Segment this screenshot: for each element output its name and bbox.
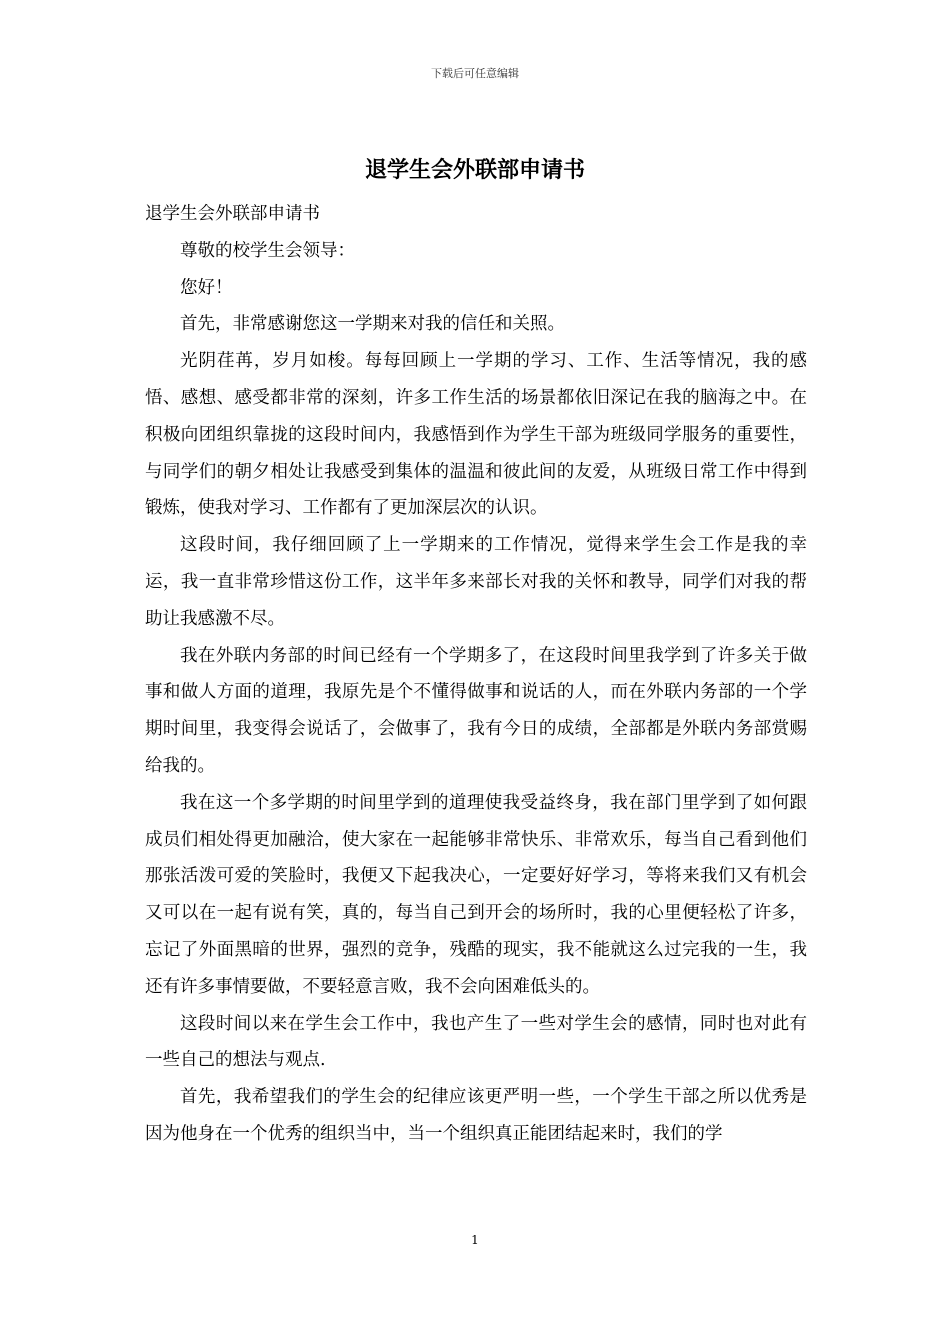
paragraph: 首先，非常感谢您这一学期来对我的信任和关照。: [180, 314, 565, 335]
paragraph: 我在外联内务部的时间已经有一个学期多了，在这段时间里我学到了许多关于做事和做人方面的道理，我原先是个不懂得做事和说话的人，而在外联内务部的一个学期时间里，我变得会说话了，会做事了，我有今日的成绩，全部都是外联内务部赏赐给我的。: [145, 645, 807, 776]
paragraph-subtitle: 退学生会外联部申请书: [145, 204, 320, 224]
page-header-note: 下载后可任意编辑: [431, 67, 519, 80]
paragraph: 光阴荏苒，岁月如梭。每每回顾上一学期的学习、工作、生活等情况，我的感悟、感想、感受都非常的深刻，许多工作生活的场景都依旧深记在我的脑海之中。在积极向团组织靠拢的这段时间内，我感悟到作为学生干部为班级同学服务的重要性，与同学们的朝夕相处让我感受到集体的温温和彼此间的友爱，从班级日常工作中得到锻炼，使我对学习、工作都有了更加深层次的认识。: [145, 351, 807, 519]
page-number: 1: [471, 1233, 479, 1247]
document-title: 退学生会外联部申请书: [364, 158, 585, 183]
paragraph-salutation: 尊敬的校学生会领导：: [180, 240, 355, 261]
paragraph: 首先，我希望我们的学生会的纪律应该更严明一些，一个学生干部之所以优秀是因为他身在一个优秀的组织当中，当一个组织真正能团结起来时，我们的学: [145, 1087, 807, 1144]
document-body: [145, 196, 807, 1153]
paragraph: 这段时间以来在学生会工作中，我也产生了一些对学生会的感情，同时也对此有一些自己的想法与观点.: [145, 1013, 807, 1071]
paragraph: 这段时间，我仔细回顾了上一学期来的工作情况，觉得来学生会工作是我的幸运，我一直非常珍惜这份工作，这半年多来部长对我的关怀和教导，同学们对我的帮助让我感激不尽。: [145, 535, 807, 629]
paragraph-greeting: 您好！: [180, 277, 233, 298]
paragraph: 我在这一个多学期的时间里学到的道理使我受益终身，我在部门里学到了如何跟成员们相处得更加融洽，使大家在一起能够非常快乐、非常欢乐，每当自己看到他们那张活泼可爱的笑脸时，我便又下起我决心，一定要好好学习，等将来我们又有机会又可以在一起有说有笑，真的，每当自己到开会的场所时，我的心里便轻松了许多，忘记了外面黑暗的世界，强烈的竞争，残酷的现实，我不能就这么过完我的一生，我还有许多事情要做，不要轻意言败，我不会向困难低头的。: [145, 792, 807, 997]
